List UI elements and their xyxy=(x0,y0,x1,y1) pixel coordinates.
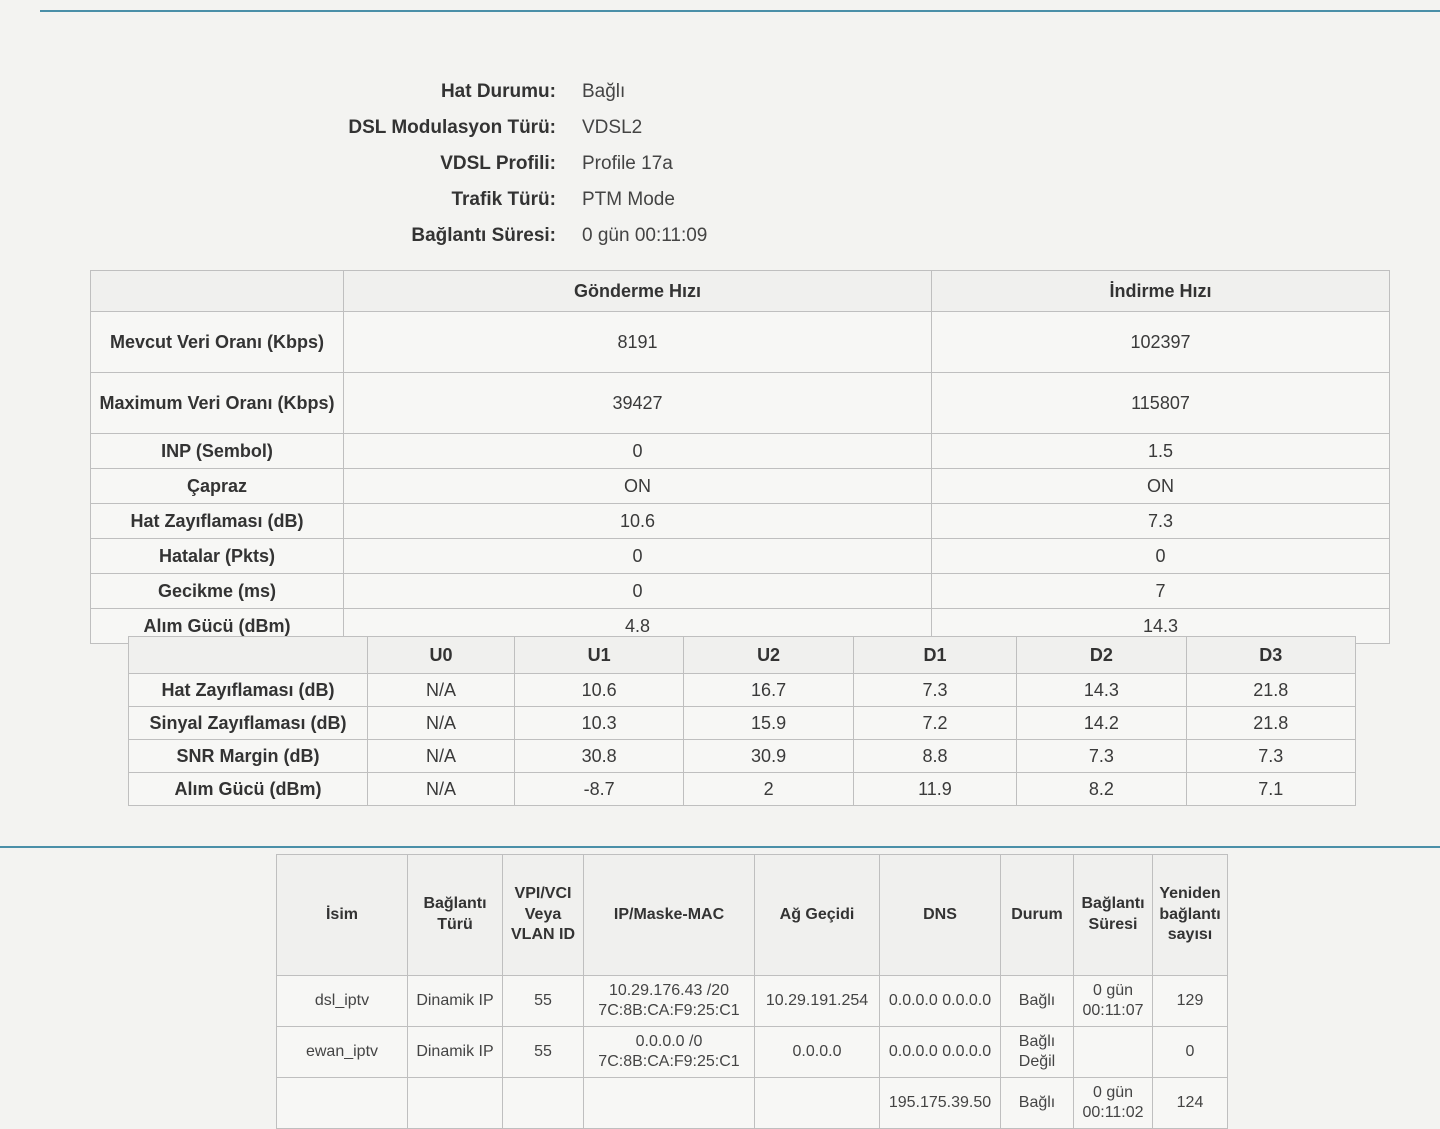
band-row-label: Sinyal Zayıflaması (dB) xyxy=(129,707,368,740)
connections-header-row xyxy=(277,855,1228,976)
band-row-label: SNR Margin (dB) xyxy=(129,740,368,773)
rates-download-value: ON xyxy=(932,469,1390,504)
rates-row-label: Mevcut Veri Oranı (Kbps) xyxy=(91,312,344,373)
band-cell: 7.3 xyxy=(1017,740,1186,773)
band-cell: 2 xyxy=(684,773,853,806)
connection-row xyxy=(277,1027,1228,1078)
connection-state: Bağlı xyxy=(1001,1078,1074,1129)
connection-gateway: 0.0.0.0 xyxy=(755,1027,880,1078)
col-header-state: Durum xyxy=(1001,855,1074,976)
band-row xyxy=(129,773,1356,806)
rates-header-download: İndirme Hızı xyxy=(932,271,1390,312)
rates-row-label: Alım Gücü (dBm) xyxy=(91,609,344,644)
connection-vlan: 55 xyxy=(503,1027,584,1078)
rates-table xyxy=(90,270,1390,644)
line-status-panel xyxy=(300,74,820,254)
rates-upload-value: 39427 xyxy=(344,373,932,434)
band-cell: 8.8 xyxy=(853,740,1016,773)
connection-uptime: 0 gün 00:11:02 xyxy=(1074,1078,1153,1129)
rates-download-value: 102397 xyxy=(932,312,1390,373)
rates-row-label: Çapraz xyxy=(91,469,344,504)
col-header-ip-mask-mac: IP/Maske-MAC xyxy=(584,855,755,976)
rates-header-row xyxy=(91,271,1390,312)
rates-upload-value: 4.8 xyxy=(344,609,932,644)
rates-row xyxy=(91,574,1390,609)
connection-ip: 10.29.176.43 /20 xyxy=(608,982,730,999)
connection-type xyxy=(408,1078,503,1129)
band-row-label: Alım Gücü (dBm) xyxy=(129,773,368,806)
band-table xyxy=(128,636,1356,806)
rates-row xyxy=(91,539,1390,574)
band-cell: N/A xyxy=(368,707,515,740)
band-header-u2: U2 xyxy=(684,637,853,674)
connection-dns: 195.175.39.50 xyxy=(880,1078,1001,1129)
band-cell: 14.2 xyxy=(1017,707,1186,740)
rates-download-value: 0 xyxy=(932,539,1390,574)
status-label: DSL Modulasyon Türü: xyxy=(348,117,556,138)
rates-row-label: Maximum Veri Oranı (Kbps) xyxy=(91,373,344,434)
rates-header-upload: Gönderme Hızı xyxy=(344,271,932,312)
band-cell: 16.7 xyxy=(684,674,853,707)
connection-uptime: 0 gün 00:11:07 xyxy=(1074,976,1153,1027)
connection-name xyxy=(277,1078,408,1129)
col-header-gateway: Ağ Geçidi xyxy=(755,855,880,976)
band-header-d3: D3 xyxy=(1186,637,1355,674)
band-header-row xyxy=(129,637,1356,674)
connection-state: Bağlı Değil xyxy=(1001,1027,1074,1078)
connection-ip-mac xyxy=(584,1078,755,1129)
rates-row xyxy=(91,434,1390,469)
connection-name: ewan_iptv xyxy=(277,1027,408,1078)
rates-row xyxy=(91,312,1390,373)
connection-ip: 0.0.0.0 /0 xyxy=(635,1033,703,1050)
status-value: VDSL2 xyxy=(582,117,643,138)
band-cell: 30.9 xyxy=(684,740,853,773)
rates-row xyxy=(91,469,1390,504)
status-value: Bağlı xyxy=(582,81,626,102)
band-cell: 21.8 xyxy=(1186,674,1355,707)
rates-row-label: Gecikme (ms) xyxy=(91,574,344,609)
band-cell: 21.8 xyxy=(1186,707,1355,740)
rates-upload-value: 0 xyxy=(344,434,932,469)
band-row xyxy=(129,707,1356,740)
connection-gateway: 10.29.191.254 xyxy=(755,976,880,1027)
rates-row-label: Hatalar (Pkts) xyxy=(91,539,344,574)
band-cell: 14.3 xyxy=(1017,674,1186,707)
band-row xyxy=(129,674,1356,707)
status-label: Trafik Türü: xyxy=(451,189,556,210)
connection-uptime xyxy=(1074,1027,1153,1078)
status-row-traffic-type xyxy=(300,182,820,218)
status-row-uptime xyxy=(300,218,820,254)
band-cell: 11.9 xyxy=(853,773,1016,806)
section-divider xyxy=(0,846,1440,848)
band-cell: 10.3 xyxy=(514,707,683,740)
status-label: VDSL Profili: xyxy=(440,153,556,174)
connection-vlan xyxy=(503,1078,584,1129)
rates-row-label: INP (Sembol) xyxy=(91,434,344,469)
rates-row-label: Hat Zayıflaması (dB) xyxy=(91,504,344,539)
connections-table xyxy=(276,854,1228,1129)
rates-row xyxy=(91,504,1390,539)
rates-upload-value: ON xyxy=(344,469,932,504)
status-label: Hat Durumu: xyxy=(440,81,556,102)
band-cell: 8.2 xyxy=(1017,773,1186,806)
band-cell: N/A xyxy=(368,773,515,806)
connection-row xyxy=(277,976,1228,1027)
band-header-u1: U1 xyxy=(514,637,683,674)
band-cell: 10.6 xyxy=(514,674,683,707)
rates-upload-value: 0 xyxy=(344,539,932,574)
connection-gateway xyxy=(755,1078,880,1129)
rates-upload-value: 10.6 xyxy=(344,504,932,539)
status-value: Profile 17a xyxy=(582,153,673,174)
rates-download-value: 115807 xyxy=(932,373,1390,434)
connection-reconnects: 129 xyxy=(1153,976,1228,1027)
connection-vlan: 55 xyxy=(503,976,584,1027)
connection-type: Dinamik IP xyxy=(408,1027,503,1078)
connection-ip-mac xyxy=(584,1027,755,1078)
band-cell: 7.2 xyxy=(853,707,1016,740)
rates-download-value: 1.5 xyxy=(932,434,1390,469)
col-header-name: İsim xyxy=(277,855,408,976)
connection-dns: 0.0.0.0 0.0.0.0 xyxy=(880,1027,1001,1078)
band-header-u0: U0 xyxy=(368,637,515,674)
rates-upload-value: 8191 xyxy=(344,312,932,373)
col-header-dns: DNS xyxy=(880,855,1001,976)
col-header-reconnects: Yeniden bağlantı sayısı xyxy=(1153,855,1228,976)
rates-row xyxy=(91,373,1390,434)
rates-download-value: 7.3 xyxy=(932,504,1390,539)
band-header-empty xyxy=(129,637,368,674)
connection-mac: 7C:8B:CA:F9:25:C1 xyxy=(598,1053,740,1070)
connection-mac: 7C:8B:CA:F9:25:C1 xyxy=(598,1002,740,1019)
connection-reconnects: 124 xyxy=(1153,1078,1228,1129)
band-cell: 30.8 xyxy=(514,740,683,773)
band-cell: 15.9 xyxy=(684,707,853,740)
connection-row xyxy=(277,1078,1228,1129)
band-row-label: Hat Zayıflaması (dB) xyxy=(129,674,368,707)
status-value: 0 gün 00:11:09 xyxy=(582,225,708,246)
status-label: Bağlantı Süresi: xyxy=(411,225,556,246)
connection-name: dsl_iptv xyxy=(277,976,408,1027)
band-cell: N/A xyxy=(368,674,515,707)
band-cell: N/A xyxy=(368,740,515,773)
status-row-line-state xyxy=(300,74,820,110)
col-header-type: Bağlantı Türü xyxy=(408,855,503,976)
col-header-uptime: Bağlantı Süresi xyxy=(1074,855,1153,976)
status-row-modulation xyxy=(300,110,820,146)
connection-type: Dinamik IP xyxy=(408,976,503,1027)
top-divider xyxy=(40,0,1440,12)
rates-header-empty xyxy=(91,271,344,312)
rates-download-value: 7 xyxy=(932,574,1390,609)
connection-ip-mac xyxy=(584,976,755,1027)
status-row-profile xyxy=(300,146,820,182)
band-row xyxy=(129,740,1356,773)
connection-dns: 0.0.0.0 0.0.0.0 xyxy=(880,976,1001,1027)
status-value: PTM Mode xyxy=(582,189,675,210)
band-cell: 7.3 xyxy=(1186,740,1355,773)
band-header-d2: D2 xyxy=(1017,637,1186,674)
connection-reconnects: 0 xyxy=(1153,1027,1228,1078)
connection-state: Bağlı xyxy=(1001,976,1074,1027)
band-cell: -8.7 xyxy=(514,773,683,806)
band-header-d1: D1 xyxy=(853,637,1016,674)
col-header-vlan: VPI/VCI Veya VLAN ID xyxy=(503,855,584,976)
rates-upload-value: 0 xyxy=(344,574,932,609)
band-cell: 7.3 xyxy=(853,674,1016,707)
rates-download-value: 14.3 xyxy=(932,609,1390,644)
band-cell: 7.1 xyxy=(1186,773,1355,806)
